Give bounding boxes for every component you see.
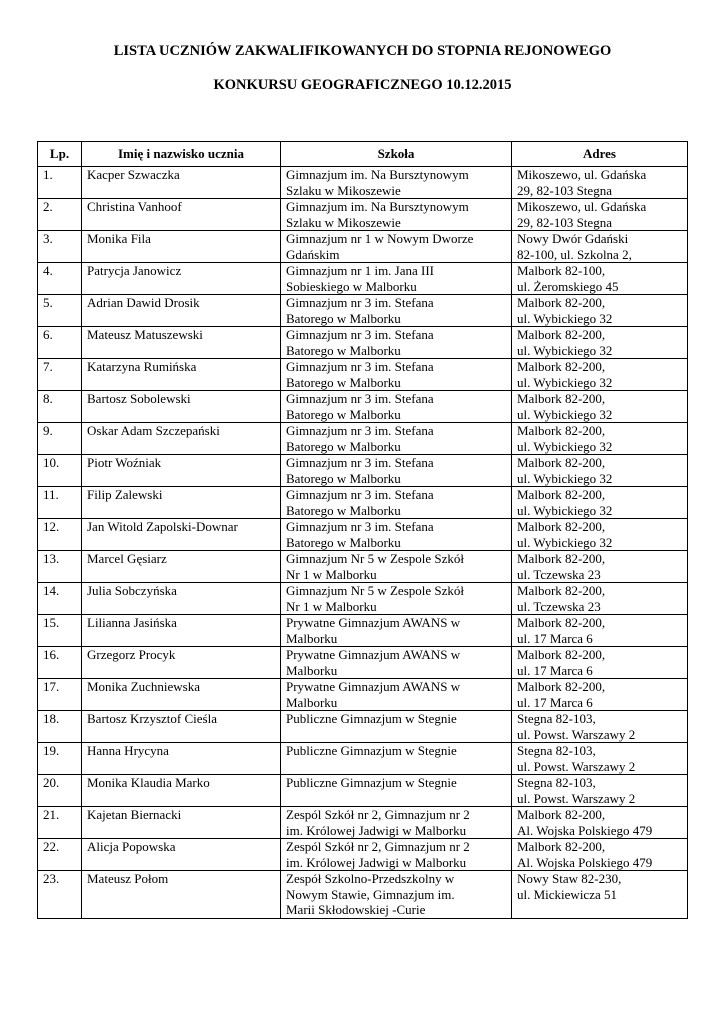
cell-school <box>281 295 512 327</box>
table-row <box>38 359 688 391</box>
cell-school-line: Publiczne Gimnazjum w Stegnie <box>286 743 457 758</box>
cell-name <box>82 327 281 359</box>
cell-school <box>281 519 512 551</box>
cell-school <box>281 327 512 359</box>
cell-name-text: Oskar Adam Szczepański <box>87 423 220 438</box>
table-row <box>38 711 688 743</box>
table-row <box>38 519 688 551</box>
cell-lp-text: 13. <box>43 551 60 566</box>
cell-school-line: Gimnazjum nr 3 im. Stefana <box>286 327 434 342</box>
cell-lp <box>38 263 82 295</box>
cell-address-line: Al. Wojska Polskiego 479 <box>517 822 653 838</box>
cell-school <box>281 391 512 423</box>
table-row <box>38 423 688 455</box>
cell-address-line: Malbork 82-200, <box>517 455 606 470</box>
cell-address <box>512 423 688 455</box>
cell-address-line: ul. Wybickiego 32 <box>517 342 613 358</box>
table-row <box>38 647 688 679</box>
cell-address-line: Mikoszewo, ul. Gdańska <box>517 199 647 214</box>
cell-school-line: Gimnazjum nr 3 im. Stefana <box>286 519 434 534</box>
cell-school-line: Zespól Szkół nr 2, Gimnazjum nr 2 <box>286 807 470 822</box>
cell-lp <box>38 679 82 711</box>
students-table <box>37 141 688 919</box>
cell-name <box>82 487 281 519</box>
cell-address <box>512 775 688 807</box>
cell-school <box>281 679 512 711</box>
cell-lp-text: 20. <box>43 775 60 790</box>
cell-lp <box>38 455 82 487</box>
cell-name-text: Katarzyna Rumińska <box>87 359 197 374</box>
cell-name <box>82 615 281 647</box>
table-row <box>38 231 688 263</box>
cell-school-line: Batorego w Malborku <box>286 438 401 454</box>
cell-address <box>512 295 688 327</box>
cell-school-line: Prywatne Gimnazjum AWANS w <box>286 679 461 694</box>
cell-school-line: Gimnazjum nr 1 w Nowym Dworze <box>286 231 474 246</box>
cell-name <box>82 391 281 423</box>
cell-name-text: Patrycja Janowicz <box>87 263 182 278</box>
cell-address <box>512 199 688 231</box>
table-row <box>38 871 688 919</box>
cell-school-line: im. Królowej Jadwigi w Malborku <box>286 822 467 838</box>
cell-school-line: Zespół Szkolno-Przedszkolny w <box>286 871 455 886</box>
table-row <box>38 455 688 487</box>
cell-name-text: Hanna Hrycyna <box>87 743 169 758</box>
cell-lp-text: 12. <box>43 519 60 534</box>
cell-lp <box>38 391 82 423</box>
cell-lp-text: 7. <box>43 359 53 374</box>
title-line-1: LISTA UCZNIÓW ZAKWALIFIKOWANYCH DO STOPNIA REJONOWEGO <box>113 43 612 59</box>
cell-address-line: ul. Wybickiego 32 <box>517 406 613 422</box>
cell-name <box>82 807 281 839</box>
cell-address-line: Malbork 82-200, <box>517 487 606 502</box>
header-school: Szkoła <box>281 142 512 167</box>
cell-name-text: Kajetan Biernacki <box>87 807 182 822</box>
cell-name-text: Monika Klaudia Marko <box>87 775 210 790</box>
table-row <box>38 551 688 583</box>
cell-lp-text: 10. <box>43 455 60 470</box>
cell-lp <box>38 487 82 519</box>
cell-school-line: Szlaku w Mikoszewie <box>286 214 401 230</box>
cell-address <box>512 263 688 295</box>
cell-school <box>281 711 512 743</box>
cell-lp <box>38 519 82 551</box>
table-row <box>38 583 688 615</box>
cell-school-line: Malborku <box>286 694 338 710</box>
cell-school <box>281 807 512 839</box>
cell-lp <box>38 551 82 583</box>
cell-address-line: Malbork 82-200, <box>517 519 606 534</box>
cell-name <box>82 167 281 199</box>
cell-lp-text: 11. <box>43 487 59 502</box>
cell-address <box>512 647 688 679</box>
cell-lp <box>38 167 82 199</box>
cell-school <box>281 167 512 199</box>
cell-lp <box>38 743 82 775</box>
cell-address-line: 29, 82-103 Stegna <box>517 182 612 198</box>
cell-school-line: Malborku <box>286 630 338 646</box>
cell-school-line: Gimnazjum nr 3 im. Stefana <box>286 391 434 406</box>
cell-lp <box>38 423 82 455</box>
cell-address-line: Malbork 82-200, <box>517 615 606 630</box>
cell-lp-text: 19. <box>43 743 60 758</box>
cell-school <box>281 743 512 775</box>
cell-school-line: Gimnazjum nr 3 im. Stefana <box>286 423 434 438</box>
cell-address-line: ul. Wybickiego 32 <box>517 310 613 326</box>
table-row <box>38 775 688 807</box>
cell-school-line: Gdańskim <box>286 246 340 262</box>
cell-name-text: Piotr Woźniak <box>87 455 162 470</box>
cell-lp <box>38 839 82 871</box>
cell-address-line: ul. 17 Marca 6 <box>517 662 593 678</box>
cell-school-line: Gimnazjum nr 3 im. Stefana <box>286 295 434 310</box>
cell-address-line: Stegna 82-103, <box>517 775 596 790</box>
cell-name <box>82 519 281 551</box>
cell-address <box>512 455 688 487</box>
cell-lp <box>38 199 82 231</box>
cell-lp <box>38 647 82 679</box>
cell-lp <box>38 295 82 327</box>
cell-name <box>82 871 281 919</box>
cell-school <box>281 583 512 615</box>
table-row <box>38 487 688 519</box>
cell-name-text: Monika Fila <box>87 231 151 246</box>
cell-lp <box>38 807 82 839</box>
cell-address-line: ul. Żeromskiego 45 <box>517 278 619 294</box>
cell-name-text: Lilianna Jasińska <box>87 615 177 630</box>
cell-name-text: Kacper Szwaczka <box>87 167 180 182</box>
cell-school-line: Nr 1 w Malborku <box>286 598 377 614</box>
cell-name <box>82 231 281 263</box>
cell-school-line: Gimnazjum Nr 5 w Zespole Szkół <box>286 551 464 566</box>
cell-name <box>82 455 281 487</box>
cell-address <box>512 583 688 615</box>
cell-address-line: ul. Wybickiego 32 <box>517 438 613 454</box>
cell-address-line: Al. Wojska Polskiego 479 <box>517 854 653 870</box>
cell-school-line: Gimnazjum Nr 5 w Zespole Szkół <box>286 583 464 598</box>
cell-school-line: Gimnazjum nr 3 im. Stefana <box>286 359 434 374</box>
cell-name <box>82 679 281 711</box>
cell-address <box>512 231 688 263</box>
cell-address-line: Stegna 82-103, <box>517 711 596 726</box>
cell-address <box>512 167 688 199</box>
cell-address-line: ul. Wybickiego 32 <box>517 470 613 486</box>
cell-school-line: Batorego w Malborku <box>286 406 401 422</box>
cell-address <box>512 391 688 423</box>
cell-school <box>281 231 512 263</box>
cell-school-line: Sobieskiego w Malborku <box>286 278 417 294</box>
cell-name-text: Jan Witold Zapolski-Downar <box>87 519 238 534</box>
header-name: Imię i nazwisko ucznia <box>82 142 281 167</box>
cell-address <box>512 519 688 551</box>
cell-address-line: ul. Wybickiego 32 <box>517 374 613 390</box>
cell-name-text: Filip Zalewski <box>87 487 163 502</box>
cell-lp-text: 14. <box>43 583 60 598</box>
cell-name <box>82 775 281 807</box>
cell-school-line: Batorego w Malborku <box>286 374 401 390</box>
cell-school-line: Gimnazjum im. Na Bursztynowym <box>286 167 469 182</box>
cell-name-text: Mateusz Połom <box>87 871 169 886</box>
cell-school <box>281 263 512 295</box>
cell-address-line: Malbork 82-200, <box>517 551 606 566</box>
cell-school <box>281 551 512 583</box>
cell-name-text: Bartosz Krzysztof Cieśla <box>87 711 217 726</box>
cell-address-line: Malbork 82-100, <box>517 263 606 278</box>
cell-address-line: ul. Tczewska 23 <box>517 566 601 582</box>
cell-lp <box>38 711 82 743</box>
cell-address-line: ul. Mickiewicza 51 <box>517 886 617 902</box>
cell-address-line: Malbork 82-200, <box>517 807 606 822</box>
cell-name <box>82 583 281 615</box>
cell-name-text: Monika Zuchniewska <box>87 679 201 694</box>
cell-lp <box>38 615 82 647</box>
cell-address-line: Malbork 82-200, <box>517 359 606 374</box>
cell-address-line: Malbork 82-200, <box>517 647 606 662</box>
cell-school-line: Publiczne Gimnazjum w Stegnie <box>286 775 457 790</box>
table-row <box>38 839 688 871</box>
cell-address-line: ul. Powst. Warszawy 2 <box>517 758 636 774</box>
cell-lp-text: 5. <box>43 295 53 310</box>
cell-lp <box>38 583 82 615</box>
cell-school-line: Batorego w Malborku <box>286 342 401 358</box>
cell-name <box>82 711 281 743</box>
table-row <box>38 263 688 295</box>
table-row <box>38 615 688 647</box>
cell-name-text: Mateusz Matuszewski <box>87 327 203 342</box>
cell-lp-text: 17. <box>43 679 60 694</box>
cell-school-line: Marii Skłodowskiej -Curie <box>286 902 426 917</box>
cell-school <box>281 839 512 871</box>
cell-address-line: ul. 17 Marca 6 <box>517 630 593 646</box>
cell-school <box>281 647 512 679</box>
cell-lp-text: 3. <box>43 231 53 246</box>
cell-school-line: Gimnazjum im. Na Bursztynowym <box>286 199 469 214</box>
table-row <box>38 807 688 839</box>
cell-address-line: Malbork 82-200, <box>517 391 606 406</box>
cell-address <box>512 743 688 775</box>
cell-address <box>512 551 688 583</box>
cell-name <box>82 423 281 455</box>
cell-name-text: Julia Sobczyńska <box>87 583 177 598</box>
cell-school-line: im. Królowej Jadwigi w Malborku <box>286 854 467 870</box>
cell-school-line: Gimnazjum nr 3 im. Stefana <box>286 487 434 502</box>
cell-address-line: Malbork 82-200, <box>517 679 606 694</box>
cell-name <box>82 647 281 679</box>
cell-address-line: Malbork 82-200, <box>517 583 606 598</box>
cell-address <box>512 679 688 711</box>
cell-address-line: 82-100, ul. Szkolna 2, <box>517 246 632 262</box>
table-row <box>38 199 688 231</box>
cell-lp-text: 1. <box>43 167 53 182</box>
cell-name <box>82 199 281 231</box>
cell-lp <box>38 871 82 919</box>
cell-school <box>281 487 512 519</box>
cell-address <box>512 871 688 919</box>
cell-address-line: ul. Powst. Warszawy 2 <box>517 790 636 806</box>
cell-name-text: Bartosz Sobolewski <box>87 391 191 406</box>
table-row <box>38 327 688 359</box>
cell-lp-text: 6. <box>43 327 53 342</box>
cell-name <box>82 295 281 327</box>
cell-school-line: Batorego w Malborku <box>286 502 401 518</box>
cell-address-line: ul. Powst. Warszawy 2 <box>517 726 636 742</box>
cell-school <box>281 423 512 455</box>
cell-address <box>512 327 688 359</box>
cell-school <box>281 775 512 807</box>
cell-school-line: Batorego w Malborku <box>286 534 401 550</box>
cell-address-line: Malbork 82-200, <box>517 839 606 854</box>
cell-address <box>512 711 688 743</box>
header-address: Adres <box>512 142 688 167</box>
cell-school-line: Malborku <box>286 662 338 678</box>
cell-lp-text: 4. <box>43 263 53 278</box>
cell-school-line: Zespól Szkół nr 2, Gimnazjum nr 2 <box>286 839 470 854</box>
cell-name-text: Alicja Popowska <box>87 839 176 854</box>
cell-lp-text: 21. <box>43 807 60 822</box>
cell-school-line: Batorego w Malborku <box>286 470 401 486</box>
cell-school <box>281 871 512 919</box>
cell-lp-text: 22. <box>43 839 60 854</box>
cell-name <box>82 551 281 583</box>
cell-name-text: Adrian Dawid Drosik <box>87 295 200 310</box>
cell-address <box>512 839 688 871</box>
cell-name-text: Marcel Gęsiarz <box>87 551 167 566</box>
cell-address-line: 29, 82-103 Stegna <box>517 214 612 230</box>
table-row <box>38 743 688 775</box>
table-row <box>38 167 688 199</box>
table-row <box>38 295 688 327</box>
cell-lp <box>38 775 82 807</box>
cell-name <box>82 359 281 391</box>
cell-school <box>281 199 512 231</box>
cell-lp <box>38 359 82 391</box>
cell-school <box>281 455 512 487</box>
cell-lp-text: 2. <box>43 199 53 214</box>
cell-name-text: Grzegorz Procyk <box>87 647 176 662</box>
cell-school-line: Gimnazjum nr 1 im. Jana III <box>286 263 435 278</box>
cell-address-line: Malbork 82-200, <box>517 423 606 438</box>
title-line-2: KONKURSU GEOGRAFICZNEGO 10.12.2015 <box>213 77 512 93</box>
table-row <box>38 679 688 711</box>
cell-school <box>281 615 512 647</box>
cell-lp-text: 8. <box>43 391 53 406</box>
cell-address-line: Malbork 82-200, <box>517 327 606 342</box>
cell-address <box>512 359 688 391</box>
cell-name <box>82 839 281 871</box>
cell-lp-text: 16. <box>43 647 60 662</box>
cell-name <box>82 743 281 775</box>
cell-address-line: ul. Tczewska 23 <box>517 598 601 614</box>
cell-school <box>281 359 512 391</box>
cell-address-line: ul. 17 Marca 6 <box>517 694 593 710</box>
cell-address-line: ul. Wybickiego 32 <box>517 534 613 550</box>
cell-school-line: Szlaku w Mikoszewie <box>286 182 401 198</box>
cell-school-line: Nr 1 w Malborku <box>286 566 377 582</box>
cell-school-line: Gimnazjum nr 3 im. Stefana <box>286 455 434 470</box>
cell-address-line: ul. Wybickiego 32 <box>517 502 613 518</box>
cell-lp <box>38 327 82 359</box>
cell-address <box>512 807 688 839</box>
cell-address <box>512 487 688 519</box>
cell-lp-text: 15. <box>43 615 60 630</box>
cell-lp-text: 23. <box>43 871 60 886</box>
cell-address-line: Nowy Staw 82-230, <box>517 871 622 886</box>
cell-school-line: Publiczne Gimnazjum w Stegnie <box>286 711 457 726</box>
cell-address-line: Stegna 82-103, <box>517 743 596 758</box>
cell-address <box>512 615 688 647</box>
cell-school-line: Nowym Stawie, Gimnazjum im. <box>286 886 455 902</box>
cell-lp-text: 18. <box>43 711 60 726</box>
cell-school-line: Prywatne Gimnazjum AWANS w <box>286 647 461 662</box>
cell-name-text: Christina Vanhoof <box>87 199 182 214</box>
cell-school-line: Prywatne Gimnazjum AWANS w <box>286 615 461 630</box>
cell-lp <box>38 231 82 263</box>
cell-address-line: Mikoszewo, ul. Gdańska <box>517 167 647 182</box>
cell-lp-text: 9. <box>43 423 53 438</box>
table-row <box>38 391 688 423</box>
cell-school-line: Batorego w Malborku <box>286 310 401 326</box>
cell-address-line: Nowy Dwór Gdański <box>517 231 629 246</box>
table-header-row <box>38 142 688 167</box>
cell-address-line: Malbork 82-200, <box>517 295 606 310</box>
header-lp: Lp. <box>38 142 82 167</box>
cell-name <box>82 263 281 295</box>
